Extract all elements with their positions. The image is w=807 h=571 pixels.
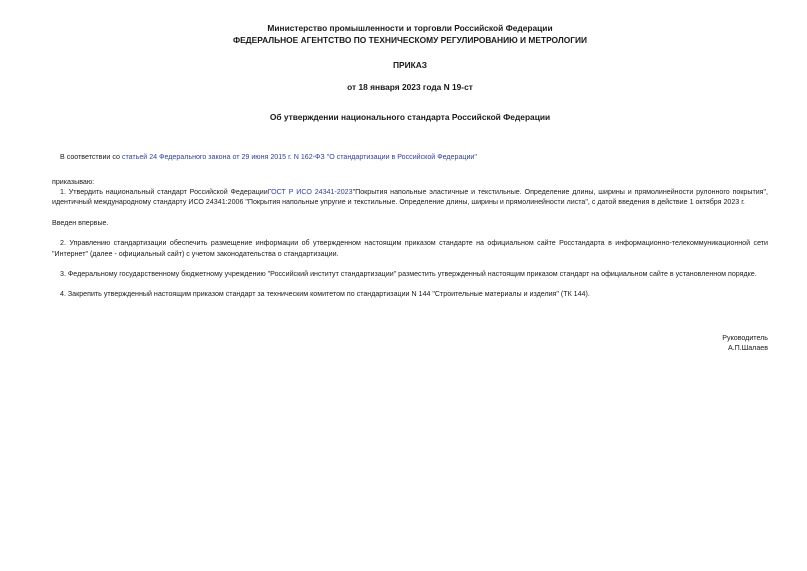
introduced-note: Введен впервые. xyxy=(52,218,109,227)
item-1-suffix: "Покрытия напольные эластичные и текстильные. Определение длины, ширины и прямолинейности рулонного покрытия", идентичный международному стандарту ИСО 24341:2006 "Покрытия напольные упругие и текстильные. Определение длины, ширины и прямолинейности листа", с датой введения в действие 1 октября 2023 г. xyxy=(52,188,769,207)
basis-prefix: В соответствии со xyxy=(60,153,122,162)
item-1-paragraph xyxy=(52,187,768,208)
basis-paragraph xyxy=(52,152,768,162)
decree-word: приказываю: xyxy=(52,177,95,186)
item-3-paragraph: 3. Федеральному государственному бюджетному учреждению "Российский институт стандартизации" разместить утвержденный настоящим приказом стандарт на официальном сайте в установленном порядке. xyxy=(60,270,757,279)
signatory-position: Руководитель xyxy=(722,333,768,342)
order-date-number: от 18 января 2023 года N 19-ст xyxy=(347,82,473,93)
ministry-name: Министерство промышленности и торговли Российской Федерации xyxy=(267,23,553,33)
document-header xyxy=(52,22,768,46)
item-1-prefix: 1. Утвердить национальный стандарт Российской Федерации xyxy=(60,188,268,197)
signature-block xyxy=(52,333,768,354)
item-2-paragraph: 2. Управлению стандартизации обеспечить размещение информации об утвержденном настоящим приказом стандарте на официальном сайте Росстандарта в информационно-телекоммуникационной сети "Интернет" (далее - официальный сайт) с учетом законодательства о стандартизации. xyxy=(52,239,768,258)
signatory-name: А.П.Шалаев xyxy=(727,344,768,353)
order-subject: Об утверждении национального стандарта Российской Федерации xyxy=(269,111,551,122)
gost-standard-link[interactable]: ГОСТ Р ИСО 24341-2023 xyxy=(267,188,353,197)
federal-law-link[interactable]: статьей 24 Федерального закона от 29 июня 2015 г. N 162-ФЗ "О стандартизации в Российской Федерации" xyxy=(121,153,477,162)
agency-name: ФЕДЕРАЛЬНОЕ АГЕНТСТВО ПО ТЕХНИЧЕСКОМУ РЕГУЛИРОВАНИЮ И МЕТРОЛОГИИ xyxy=(232,35,588,45)
item-4-paragraph: 4. Закрепить утвержденный настоящим приказом стандарт за техническим комитетом по стандартизации N 144 "Строительные материалы и изделия" (ТК 144). xyxy=(60,290,590,299)
document-page xyxy=(52,22,768,354)
order-title: ПРИКАЗ xyxy=(392,60,428,70)
